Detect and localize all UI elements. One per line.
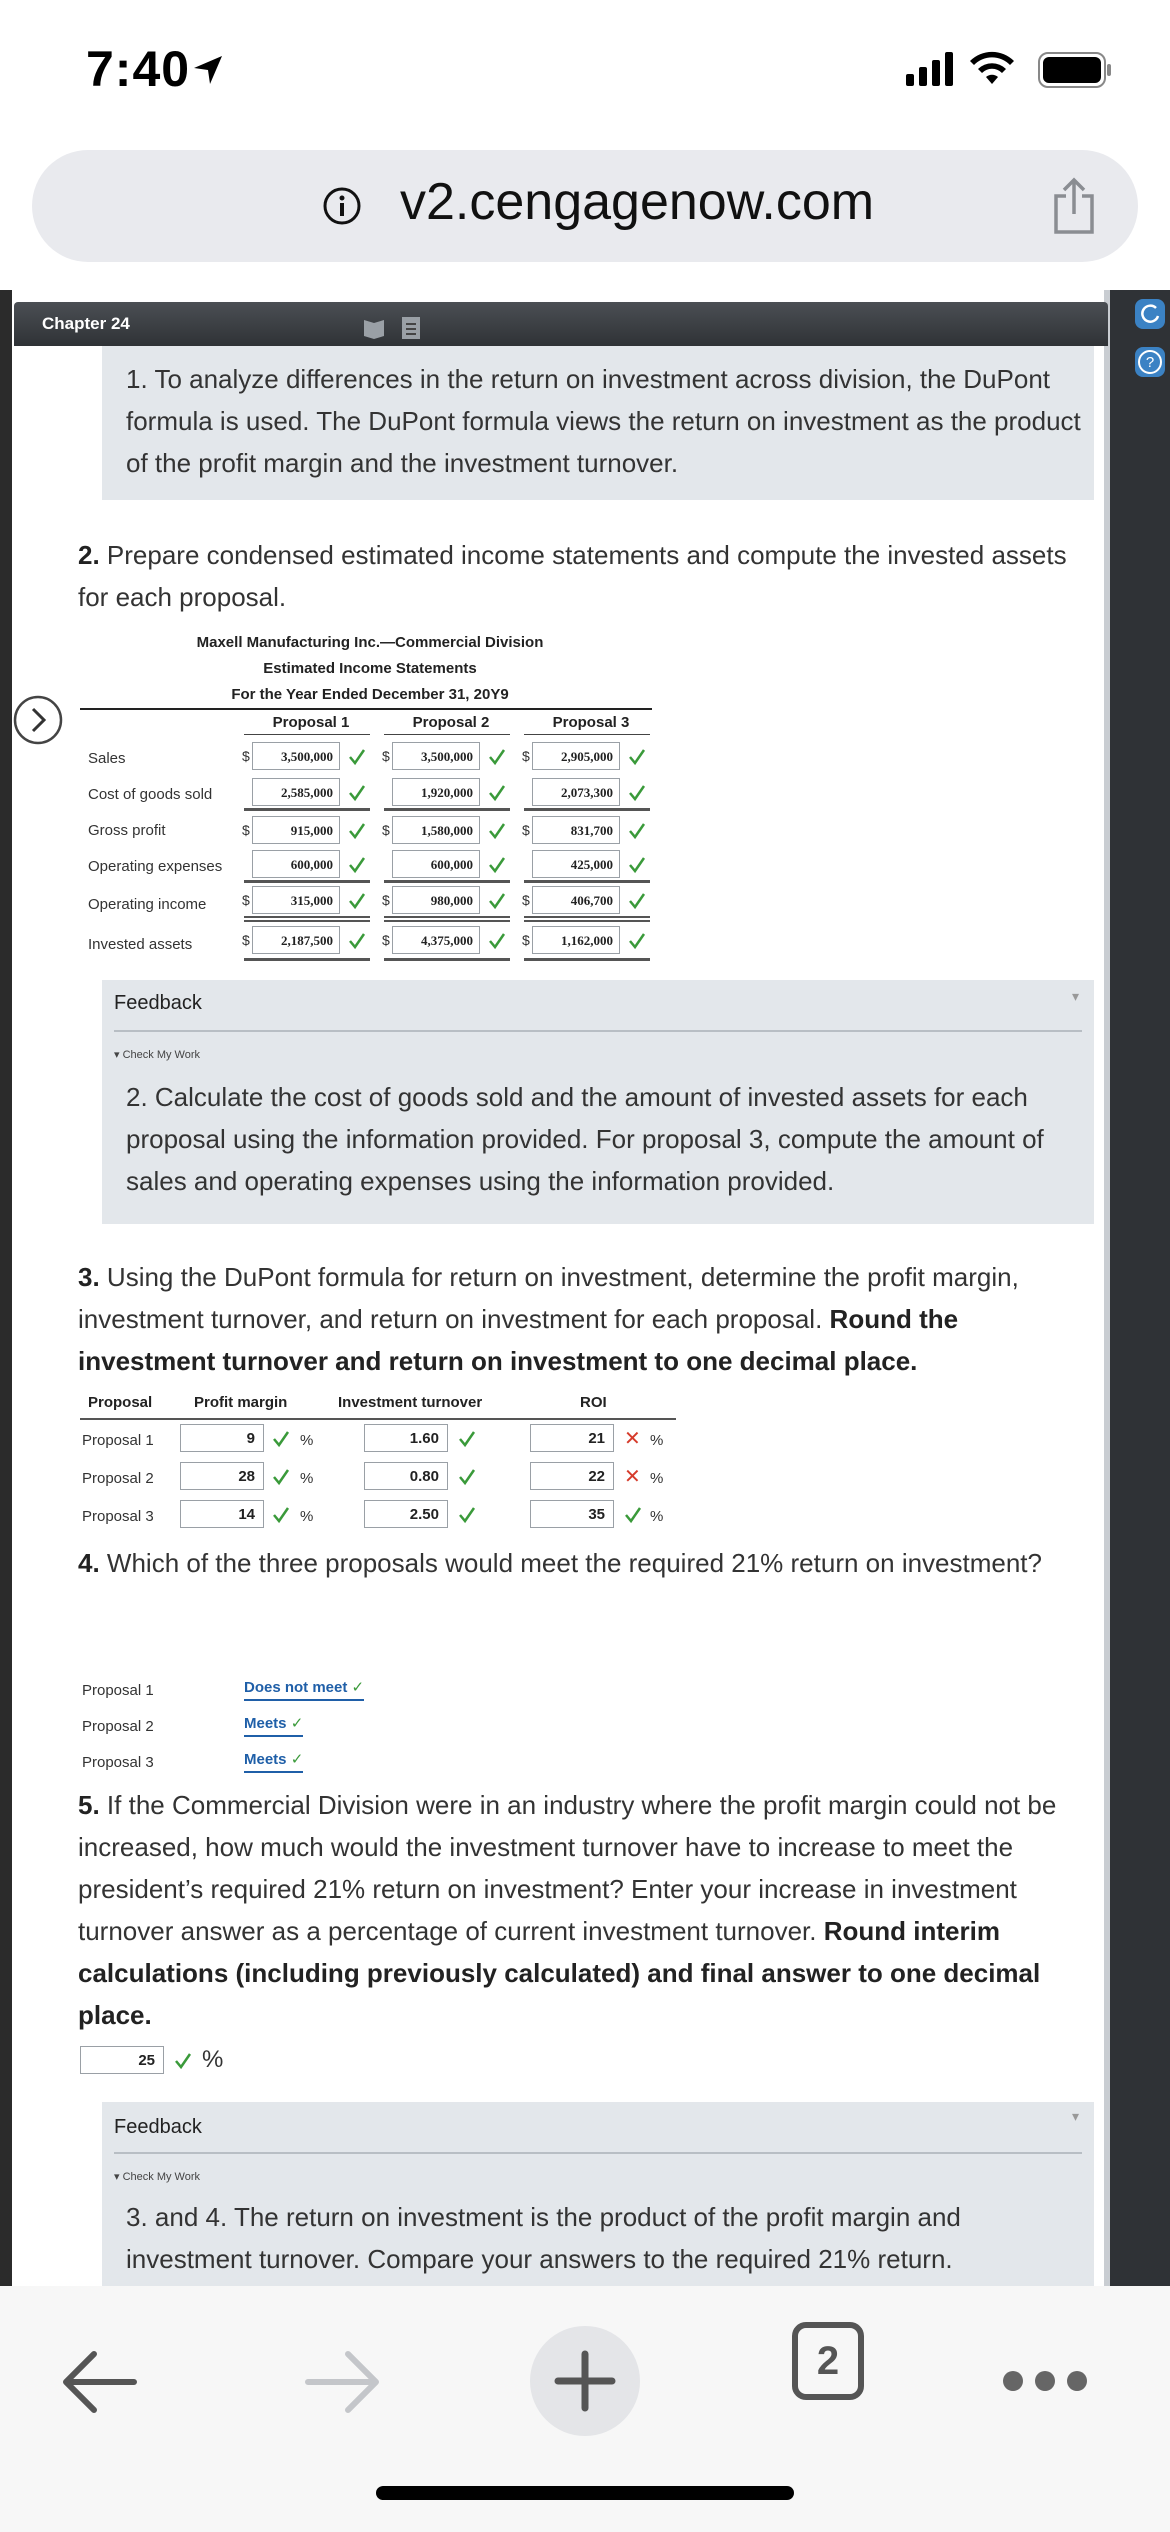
correct-check-icon xyxy=(628,892,646,910)
dollar-sign: $ xyxy=(242,748,250,764)
q4-row-label: Proposal 2 xyxy=(82,1718,154,1735)
profit-margin-proposal-1-input[interactable]: 9 xyxy=(180,1424,264,1452)
status-bar xyxy=(0,0,1170,140)
proposal-1-answer-value: Does not meet xyxy=(244,1679,348,1696)
operating-income-proposal-1-input[interactable]: 315,000 xyxy=(252,886,340,914)
dollar-sign: $ xyxy=(382,748,390,764)
column-header-proposal-1: Proposal 1 xyxy=(272,714,350,731)
cogs-proposal-1-input[interactable]: 2,585,000 xyxy=(252,778,340,806)
row-label-invested-assets: Invested assets xyxy=(88,936,193,953)
correct-check-icon xyxy=(348,822,366,840)
column-header-underline-3 xyxy=(524,734,650,735)
subtotal-rule xyxy=(384,808,510,811)
expand-chevron-icon[interactable] xyxy=(12,694,64,746)
location-arrow-icon xyxy=(192,54,224,86)
question-5 xyxy=(78,1784,1108,2036)
dollar-sign: $ xyxy=(382,892,390,908)
operating-income-proposal-3-input[interactable]: 406,700 xyxy=(532,886,620,914)
dollar-sign: $ xyxy=(522,892,530,908)
check-my-work-toggle[interactable]: ▾ Check My Work xyxy=(114,1049,200,1061)
question-3-text: Using the DuPont formula for return on investment, determine the profit margin, investment turnover, and return on investment for each proposal. xyxy=(78,1262,1019,1334)
column-header-underline-1 xyxy=(244,734,370,735)
chapter-title: Chapter 24 xyxy=(42,314,130,333)
correct-check-icon: ✓ xyxy=(351,1679,365,1696)
info-icon[interactable] xyxy=(322,186,362,226)
subtotal-rule xyxy=(384,880,510,883)
plus-icon xyxy=(530,2326,640,2436)
sales-proposal-1-input[interactable]: 3,500,000 xyxy=(252,742,340,770)
chapter-header xyxy=(14,302,1108,346)
opex-proposal-1-input[interactable]: 600,000 xyxy=(252,850,340,878)
row-label-gross-profit: Gross profit xyxy=(88,822,166,839)
svg-text:?: ? xyxy=(1145,354,1155,371)
dollar-sign: $ xyxy=(242,892,250,908)
feedback-text: 2. Calculate the cost of goods sold and the amount of invested assets for each proposal using the information provided. For proposal 3, compute the amount of sales and operating expenses using the information provided. xyxy=(126,1082,1044,1196)
roi-proposal-2-input[interactable]: 22 xyxy=(530,1462,614,1490)
header-investment-turnover: Investment turnover xyxy=(338,1394,483,1411)
opex-proposal-3-input[interactable]: 425,000 xyxy=(532,850,620,878)
profit-margin-proposal-3-input[interactable]: 14 xyxy=(180,1500,264,1528)
question-3 xyxy=(78,1256,1098,1382)
sales-proposal-2-input[interactable]: 3,500,000 xyxy=(392,742,480,770)
correct-check-icon xyxy=(174,2052,192,2070)
statement-rule xyxy=(80,708,652,710)
refresh-icon[interactable] xyxy=(1134,298,1166,330)
percent-sign: % xyxy=(202,2046,224,2073)
forward-arrow-icon[interactable] xyxy=(302,2342,382,2422)
status-time: 7:40 xyxy=(86,41,191,97)
question-2-number: 2. xyxy=(78,540,100,570)
question-3-instruction: Round the investment turnover and return on investment to one decimal place. xyxy=(78,1304,959,1376)
new-tab-button[interactable] xyxy=(530,2326,640,2436)
correct-check-icon xyxy=(628,748,646,766)
correct-check-icon xyxy=(628,784,646,802)
dollar-sign: $ xyxy=(522,822,530,838)
url-text[interactable]: v2.cengagenow.com xyxy=(400,173,875,231)
q4-row-label: Proposal 1 xyxy=(82,1682,154,1699)
correct-check-icon xyxy=(624,1506,642,1524)
correct-check-icon xyxy=(628,822,646,840)
question-4-number: 4. xyxy=(78,1548,100,1578)
subtotal-rule xyxy=(524,808,650,811)
right-rail xyxy=(1110,290,1170,2286)
header-proposal: Proposal xyxy=(88,1394,153,1411)
percent-sign: % xyxy=(300,1432,314,1449)
back-arrow-icon[interactable] xyxy=(60,2342,140,2422)
row-label-sales: Sales xyxy=(88,750,126,767)
incorrect-x-icon: ✕ xyxy=(624,1428,641,1450)
home-indicator[interactable] xyxy=(376,2486,794,2500)
turnover-proposal-1-input[interactable]: 1.60 xyxy=(364,1424,448,1452)
share-icon[interactable] xyxy=(1050,176,1098,236)
column-header-proposal-3: Proposal 3 xyxy=(552,714,630,731)
total-rule xyxy=(524,916,650,922)
roi-row-label: Proposal 3 xyxy=(82,1508,154,1525)
feedback-text: 3. and 4. The return on investment is the product of the profit margin and investment turnover. Compare your answers to the required 21% return. xyxy=(126,2202,961,2274)
invested-assets-proposal-3-input[interactable]: 1,162,000 xyxy=(532,926,620,954)
header-profit-margin: Profit margin xyxy=(194,1394,288,1411)
dollar-sign: $ xyxy=(382,932,390,948)
feedback-collapse-icon[interactable]: ▾ xyxy=(1072,988,1080,1004)
feedback-title: Feedback xyxy=(114,992,202,1014)
gross-profit-proposal-3-input[interactable]: 831,700 xyxy=(532,816,620,844)
percent-sign: % xyxy=(650,1508,664,1525)
feedback-rule xyxy=(114,2152,1082,2154)
question-5-number: 5. xyxy=(78,1790,100,1820)
column-header-proposal-2: Proposal 2 xyxy=(412,714,490,731)
correct-check-icon xyxy=(488,784,506,802)
roi-row-label: Proposal 1 xyxy=(82,1432,154,1449)
correct-check-icon xyxy=(488,892,506,910)
dollar-sign: $ xyxy=(382,822,390,838)
profit-margin-proposal-2-input[interactable]: 28 xyxy=(180,1462,264,1490)
address-bar[interactable] xyxy=(32,150,1138,262)
note-text: 1. To analyze differences in the return on investment across division, the DuPont formula is used. The DuPont formula views the return on investment as the product of the profit margin and the investment turnover. xyxy=(126,364,1081,478)
correct-check-icon xyxy=(458,1506,476,1524)
check-my-work-label: Check My Work xyxy=(122,2171,200,2183)
correct-check-icon xyxy=(488,748,506,766)
cogs-proposal-2-input[interactable]: 1,920,000 xyxy=(392,778,480,806)
feedback-collapse-icon[interactable]: ▾ xyxy=(1072,2108,1080,2124)
subtotal-rule xyxy=(244,880,370,883)
percent-sign: % xyxy=(300,1508,314,1525)
statement-company: Maxell Manufacturing Inc.—Commercial Division xyxy=(196,634,544,651)
row-label-operating-income: Operating income xyxy=(88,896,207,913)
q4-row-label: Proposal 3 xyxy=(82,1754,154,1771)
percent-sign: % xyxy=(650,1470,664,1487)
book-icon[interactable] xyxy=(362,316,386,340)
invested-assets-proposal-2-input[interactable]: 4,375,000 xyxy=(392,926,480,954)
check-my-work-toggle[interactable]: ▾ Check My Work xyxy=(114,2171,200,2183)
dollar-sign: $ xyxy=(242,822,250,838)
correct-check-icon xyxy=(628,856,646,874)
subtotal-rule xyxy=(384,958,510,961)
feedback-rule xyxy=(114,1030,1082,1032)
turnover-proposal-3-input[interactable]: 2.50 xyxy=(364,1500,448,1528)
proposal-3-answer-select[interactable] xyxy=(244,1750,303,1773)
correct-check-icon xyxy=(348,892,366,910)
total-rule xyxy=(384,916,510,922)
more-options-icon[interactable] xyxy=(1000,2366,1090,2396)
cellular-signal-icon xyxy=(906,52,956,86)
incorrect-x-icon: ✕ xyxy=(624,1466,641,1488)
help-icon[interactable] xyxy=(1134,346,1166,378)
turnover-increase-input[interactable]: 25 xyxy=(80,2046,164,2074)
question-4 xyxy=(78,1542,1088,1584)
question-4-text: Which of the three proposals would meet the required 21% return on investment? xyxy=(106,1548,1042,1578)
turnover-proposal-2-input[interactable]: 0.80 xyxy=(364,1462,448,1490)
subtotal-rule xyxy=(244,808,370,811)
header-roi: ROI xyxy=(580,1394,607,1411)
gross-profit-proposal-1-input[interactable]: 915,000 xyxy=(252,816,340,844)
row-label-operating-expenses: Operating expenses xyxy=(88,858,223,875)
roi-proposal-1-input[interactable]: 21 xyxy=(530,1424,614,1452)
tabs-button[interactable] xyxy=(792,2322,864,2400)
question-5-text: If the Commercial Division were in an industry where the profit margin could not be increased, how much would the investment turnover have to increase to meet the president’s required 21% return on investment? Enter your increase in investment turnover answer as a percentage of current investment turnover. xyxy=(78,1790,1057,1946)
feedback-title: Feedback xyxy=(114,2116,202,2138)
correct-check-icon xyxy=(348,748,366,766)
operating-income-proposal-2-input[interactable]: 980,000 xyxy=(392,886,480,914)
correct-check-icon xyxy=(272,1430,290,1448)
total-rule xyxy=(244,916,370,922)
statement-period: For the Year Ended December 31, 20Y9 xyxy=(231,686,509,703)
proposal-2-answer-select[interactable] xyxy=(244,1714,303,1737)
cogs-proposal-3-input[interactable]: 2,073,300 xyxy=(532,778,620,806)
correct-check-icon xyxy=(458,1430,476,1448)
wifi-icon xyxy=(968,50,1016,86)
correct-check-icon xyxy=(348,856,366,874)
subtotal-rule xyxy=(524,958,650,961)
dollar-sign: $ xyxy=(242,932,250,948)
web-content xyxy=(0,290,1170,2286)
correct-check-icon xyxy=(488,822,506,840)
roi-proposal-3-input[interactable]: 35 xyxy=(530,1500,614,1528)
proposal-1-answer-select[interactable] xyxy=(244,1678,364,1701)
correct-check-icon xyxy=(458,1468,476,1486)
tab-count: 2 xyxy=(816,2339,840,2383)
question-2-text: Prepare condensed estimated income statements and compute the invested assets for each proposal. xyxy=(78,540,1067,612)
correct-check-icon xyxy=(348,932,366,950)
gross-profit-proposal-2-input[interactable]: 1,580,000 xyxy=(392,816,480,844)
row-label-cogs: Cost of goods sold xyxy=(88,786,213,803)
roi-header-rule xyxy=(80,1418,676,1420)
correct-check-icon xyxy=(628,932,646,950)
proposal-3-answer-value: Meets xyxy=(244,1751,287,1768)
question-5-instruction: Round interim calculations (including previously calculated) and final answer to one decimal place. xyxy=(78,1916,1041,2030)
correct-check-icon: ✓ xyxy=(290,1715,304,1732)
correct-check-icon xyxy=(488,932,506,950)
opex-proposal-2-input[interactable]: 600,000 xyxy=(392,850,480,878)
invested-assets-proposal-1-input[interactable]: 2,187,500 xyxy=(252,926,340,954)
subtotal-rule xyxy=(524,880,650,883)
document-icon[interactable] xyxy=(400,316,422,340)
subtotal-rule xyxy=(244,958,370,961)
column-header-underline-2 xyxy=(384,734,510,735)
statement-title: Estimated Income Statements xyxy=(263,660,477,677)
left-rail xyxy=(0,290,12,2286)
correct-check-icon xyxy=(348,784,366,802)
dollar-sign: $ xyxy=(522,932,530,948)
question-3-number: 3. xyxy=(78,1262,100,1292)
correct-check-icon: ✓ xyxy=(290,1751,304,1768)
dollar-sign: $ xyxy=(522,748,530,764)
percent-sign: % xyxy=(650,1432,664,1449)
check-my-work-label: Check My Work xyxy=(122,1049,200,1061)
sales-proposal-3-input[interactable]: 2,905,000 xyxy=(532,742,620,770)
roi-row-label: Proposal 2 xyxy=(82,1470,154,1487)
percent-sign: % xyxy=(300,1470,314,1487)
proposal-2-answer-value: Meets xyxy=(244,1715,287,1732)
correct-check-icon xyxy=(272,1468,290,1486)
correct-check-icon xyxy=(272,1506,290,1524)
question-2 xyxy=(78,534,1088,618)
correct-check-icon xyxy=(488,856,506,874)
battery-icon xyxy=(1038,52,1112,88)
